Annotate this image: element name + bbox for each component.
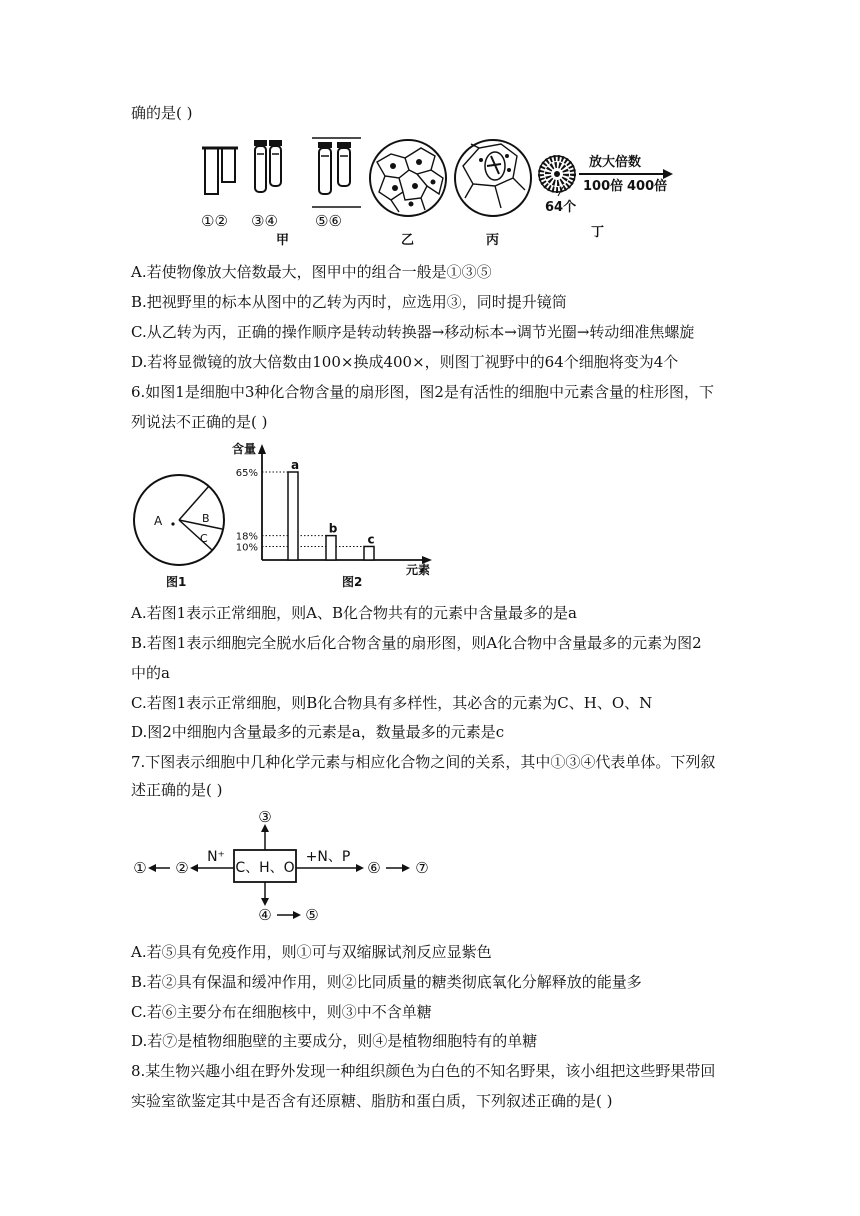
- node-3: ③: [258, 808, 272, 826]
- q8-stem-line2: 实验室欲鉴定其中是否含有还原糖、脂肪和蛋白质，下列叙述正确的是( ): [131, 1092, 613, 1110]
- q6-stem-line1: 6.如图1是细胞中3种化合物含量的扇形图，图2是有活性的细胞中元素含量的柱形图，下: [131, 383, 714, 401]
- q5-option-a: A.若使物像放大倍数最大，图甲中的组合一般是①③⑤: [131, 263, 492, 281]
- q7-option-b: B.若②具有保温和缓冲作用，则②比同质量的糖类彻底氧化分解释放的能量多: [131, 973, 642, 991]
- bar-b: [326, 536, 336, 560]
- view-bing: [455, 140, 531, 216]
- q7-option-a: A.若⑤具有免疫作用，则①可与双缩脲试剂反应显紫色: [131, 943, 492, 961]
- bar-label-c: c: [367, 532, 375, 547]
- lens-5: [318, 142, 332, 194]
- q6-pie-figure: [128, 472, 238, 590]
- figure-ding-label: 丁: [591, 225, 605, 240]
- node-4: ④: [258, 906, 272, 924]
- pie-label-c: C: [200, 532, 208, 545]
- cell-count-label: 64个: [545, 200, 577, 215]
- arrow-2-to-1-icon: [148, 864, 156, 872]
- pie-label-b: B: [202, 512, 210, 525]
- y-tick-label: 65%: [235, 468, 258, 479]
- node-2: ②: [175, 859, 189, 877]
- arrow-head-icon: [663, 169, 673, 179]
- bar-c: [364, 546, 374, 560]
- lens-6: [337, 142, 351, 186]
- q5-microscope-figure: [195, 134, 675, 249]
- q6-option-b-line1: B.若图1表示细胞完全脱水后化合物含量的扇形图，则A化合物中含量最多的元素为图2: [131, 634, 702, 652]
- node-5: ⑤: [305, 906, 319, 924]
- q6-option-d: D.图2中细胞内含量最多的元素是a，数量最多的元素是c: [131, 723, 505, 741]
- q5-option-b: B.把视野里的标本从图中的乙转为丙时，应选用③，同时提升镜筒: [131, 293, 567, 311]
- y-axis-arrow-icon: [258, 444, 266, 454]
- bar-a: [288, 472, 298, 560]
- lens-1: [202, 148, 221, 194]
- figure-jia-label: 甲: [276, 233, 290, 248]
- q6-stem-line2: 列说法不正确的是( ): [131, 413, 268, 431]
- q5-option-c: C.从乙转为丙，正确的操作顺序是转动转换器→移动标本→调节光圈→转动细准焦螺旋: [131, 323, 695, 341]
- arrow-6-to-7-icon: [402, 864, 410, 872]
- lens-pair-3-label: ⑤⑥: [315, 212, 342, 230]
- q8-stem-line1: 8.某生物兴趣小组在野外发现一种组织颜色为白色的不知名野果，该小组把这些野果带回: [131, 1062, 716, 1080]
- fig1-caption: 图1: [166, 575, 187, 589]
- mag-to-label: 400倍: [627, 179, 668, 194]
- q7-option-c: C.若⑥主要分布在细胞核中，则③中不含单糖: [131, 1003, 432, 1021]
- arrow-left-icon: [190, 864, 198, 872]
- node-7: ⑦: [415, 859, 429, 877]
- q6-option-b-line2: 中的a: [131, 664, 170, 682]
- lens-4: [269, 140, 282, 186]
- figure-yi-label: 乙: [401, 233, 415, 248]
- q6-option-c: C.若图1表示正常细胞，则B化合物具有多样性，其必含的元素为C、H、O、N: [131, 694, 653, 712]
- q6-option-a: A.若图1表示正常细胞，则A、B化合物共有的元素中含量最多的是a: [131, 604, 577, 622]
- y-tick-label: 10%: [235, 542, 258, 554]
- view-yi: [370, 140, 446, 216]
- q5-option-d: D.若将显微镜的放大倍数由100×换成400×，则图丁视野中的64个细胞将变为4个: [131, 353, 679, 371]
- magnification-title: 放大倍数: [589, 155, 642, 170]
- arrow-right-icon: [356, 864, 364, 872]
- lens-pair-1-label: ①②: [201, 212, 228, 230]
- mag-from-label: 100倍: [583, 179, 624, 194]
- lens-3: [254, 140, 267, 192]
- q6-bar-chart: [226, 440, 438, 590]
- q7-relationship-diagram: [132, 808, 432, 926]
- q5-stem-tail: 确的是( ): [131, 104, 193, 122]
- q7-stem-line2: 述正确的是( ): [131, 781, 223, 799]
- y-tick-label: 18%: [235, 531, 258, 543]
- lens-2: [219, 148, 238, 182]
- view-ding: [539, 156, 575, 192]
- right-arrow-label: +N、P: [305, 849, 351, 865]
- bar-label-b: b: [328, 521, 338, 536]
- lens-pair-2-label: ③④: [251, 212, 278, 230]
- figure-bing-label: 丙: [486, 233, 500, 248]
- q7-option-d: D.若⑦是植物细胞壁的主要成分，则④是植物细胞特有的单糖: [131, 1032, 538, 1050]
- fig2-caption: 图2: [342, 575, 363, 589]
- left-arrow-label: N⁺: [207, 849, 225, 865]
- q7-stem-line1: 7.下图表示细胞中几种化学元素与相应化合物之间的关系，其中①③④代表单体。下列叙: [131, 753, 716, 771]
- bar-label-a: a: [290, 458, 300, 472]
- node-1: ①: [133, 859, 147, 877]
- arrow-down-icon: [261, 898, 269, 906]
- arrow-4-to-5-icon: [293, 911, 301, 919]
- element-box-label: C、H、O: [235, 860, 295, 876]
- pie-label-a: A: [154, 514, 163, 528]
- chart-x-title: 元素: [406, 563, 431, 577]
- chart-y-title: 含量: [232, 442, 257, 456]
- node-6: ⑥: [367, 859, 381, 877]
